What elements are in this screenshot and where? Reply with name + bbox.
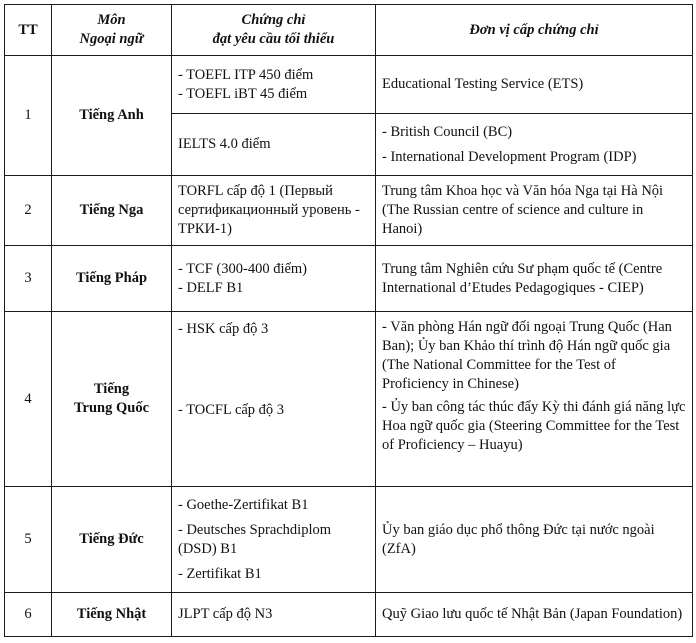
certificate-item: - Deutsches Sprachdiplom (DSD) B1 [178, 521, 332, 557]
language-name-line1: Tiếng [93, 381, 130, 397]
language-name: Tiếng Đức [52, 487, 172, 593]
language-name-line2: Trung Quốc [73, 400, 150, 416]
row-number: 2 [5, 176, 52, 246]
certificate-item: TORFL cấp độ 1 (Первый сертификационный уровень - ТРКИ-1) [178, 183, 360, 237]
certificate-cell [172, 246, 376, 312]
row-number: 4 [5, 312, 52, 487]
table-row [5, 593, 693, 637]
organization-cell [376, 487, 693, 593]
table-header-row [5, 5, 693, 56]
certificate-cell [172, 114, 376, 176]
table-row [5, 246, 693, 312]
header-subject [52, 5, 172, 56]
row-number: 5 [5, 487, 52, 593]
certificate-item: JLPT cấp độ N3 [178, 606, 273, 622]
organization-item: - International Development Program (IDP) [382, 148, 637, 165]
language-name [52, 312, 172, 487]
certificate-item: - Zertifikat B1 [178, 565, 262, 582]
header-certificate-line1: Chứng chỉ [241, 12, 306, 28]
organization-cell [376, 114, 693, 176]
row-number: 3 [5, 246, 52, 312]
certificate-item: - HSK cấp độ 3 [178, 321, 269, 337]
certificate-table-container [4, 4, 692, 637]
table-row [5, 56, 693, 114]
organization-item: - Văn phòng Hán ngữ đối ngoại Trung Quốc (Han Ban); Ủy ban Khảo thí trình độ Hán ngữ quốc gia (The National Committee for the Test of Proficiency in Chinese) [382, 319, 672, 392]
certificate-cell [172, 593, 376, 637]
organization-item: Ủy ban giáo dục phổ thông Đức tại nước ngoài (ZfA) [382, 521, 655, 557]
table-row [5, 176, 693, 246]
organization-item: Trung tâm Nghiên cứu Sư phạm quốc tế (Centre International d’Etudes Pedagogiques - CIEP) [382, 260, 663, 296]
organization-item: Educational Testing Service (ETS) [382, 76, 584, 92]
certificate-item: - TOEFL ITP 450 điểm [178, 66, 314, 83]
organization-item: - Ủy ban công tác thúc đẩy Kỳ thi đánh giá năng lực Hoa ngữ quốc gia (Steering Committee for the Test of Proficiency – Huayu) [382, 399, 686, 453]
language-name: Tiếng Pháp [52, 246, 172, 312]
table-row [5, 487, 693, 593]
organization-cell [376, 312, 693, 487]
table-row [5, 312, 693, 487]
certificate-item: - DELF B1 [178, 279, 244, 296]
header-subject-line2: Ngoại ngữ [79, 31, 144, 47]
row-number: 1 [5, 56, 52, 176]
certificate-cell [172, 56, 376, 114]
certificate-item: - TOEFL iBT 45 điểm [178, 85, 308, 102]
language-name: Tiếng Nga [52, 176, 172, 246]
certificate-cell [172, 487, 376, 593]
organization-item: - British Council (BC) [382, 123, 513, 140]
language-name: Tiếng Anh [52, 56, 172, 176]
header-certificate [172, 5, 376, 56]
header-subject-line1: Môn [97, 12, 126, 28]
organization-cell [376, 176, 693, 246]
row-number: 6 [5, 593, 52, 637]
certificate-item: - Goethe-Zertifikat B1 [178, 496, 309, 513]
header-organization: Đơn vị cấp chứng chỉ [376, 5, 693, 56]
certificate-table [4, 4, 693, 637]
organization-item: Quỹ Giao lưu quốc tế Nhật Bản (Japan Foundation) [382, 606, 683, 622]
organization-cell [376, 593, 693, 637]
organization-cell [376, 56, 693, 114]
certificate-item: IELTS 4.0 điểm [178, 136, 271, 152]
organization-cell [376, 246, 693, 312]
language-name: Tiếng Nhật [52, 593, 172, 637]
certificate-cell [172, 312, 376, 487]
certificate-item: - TOCFL cấp độ 3 [178, 402, 285, 418]
certificate-item: - TCF (300-400 điểm) [178, 260, 308, 277]
organization-item: Trung tâm Khoa học và Văn hóa Nga tại Hà Nội (The Russian centre of science and culture in Hanoi) [382, 183, 664, 237]
certificate-cell [172, 176, 376, 246]
header-certificate-line2: đạt yêu cầu tối thiểu [212, 31, 335, 47]
header-tt: TT [5, 5, 52, 56]
